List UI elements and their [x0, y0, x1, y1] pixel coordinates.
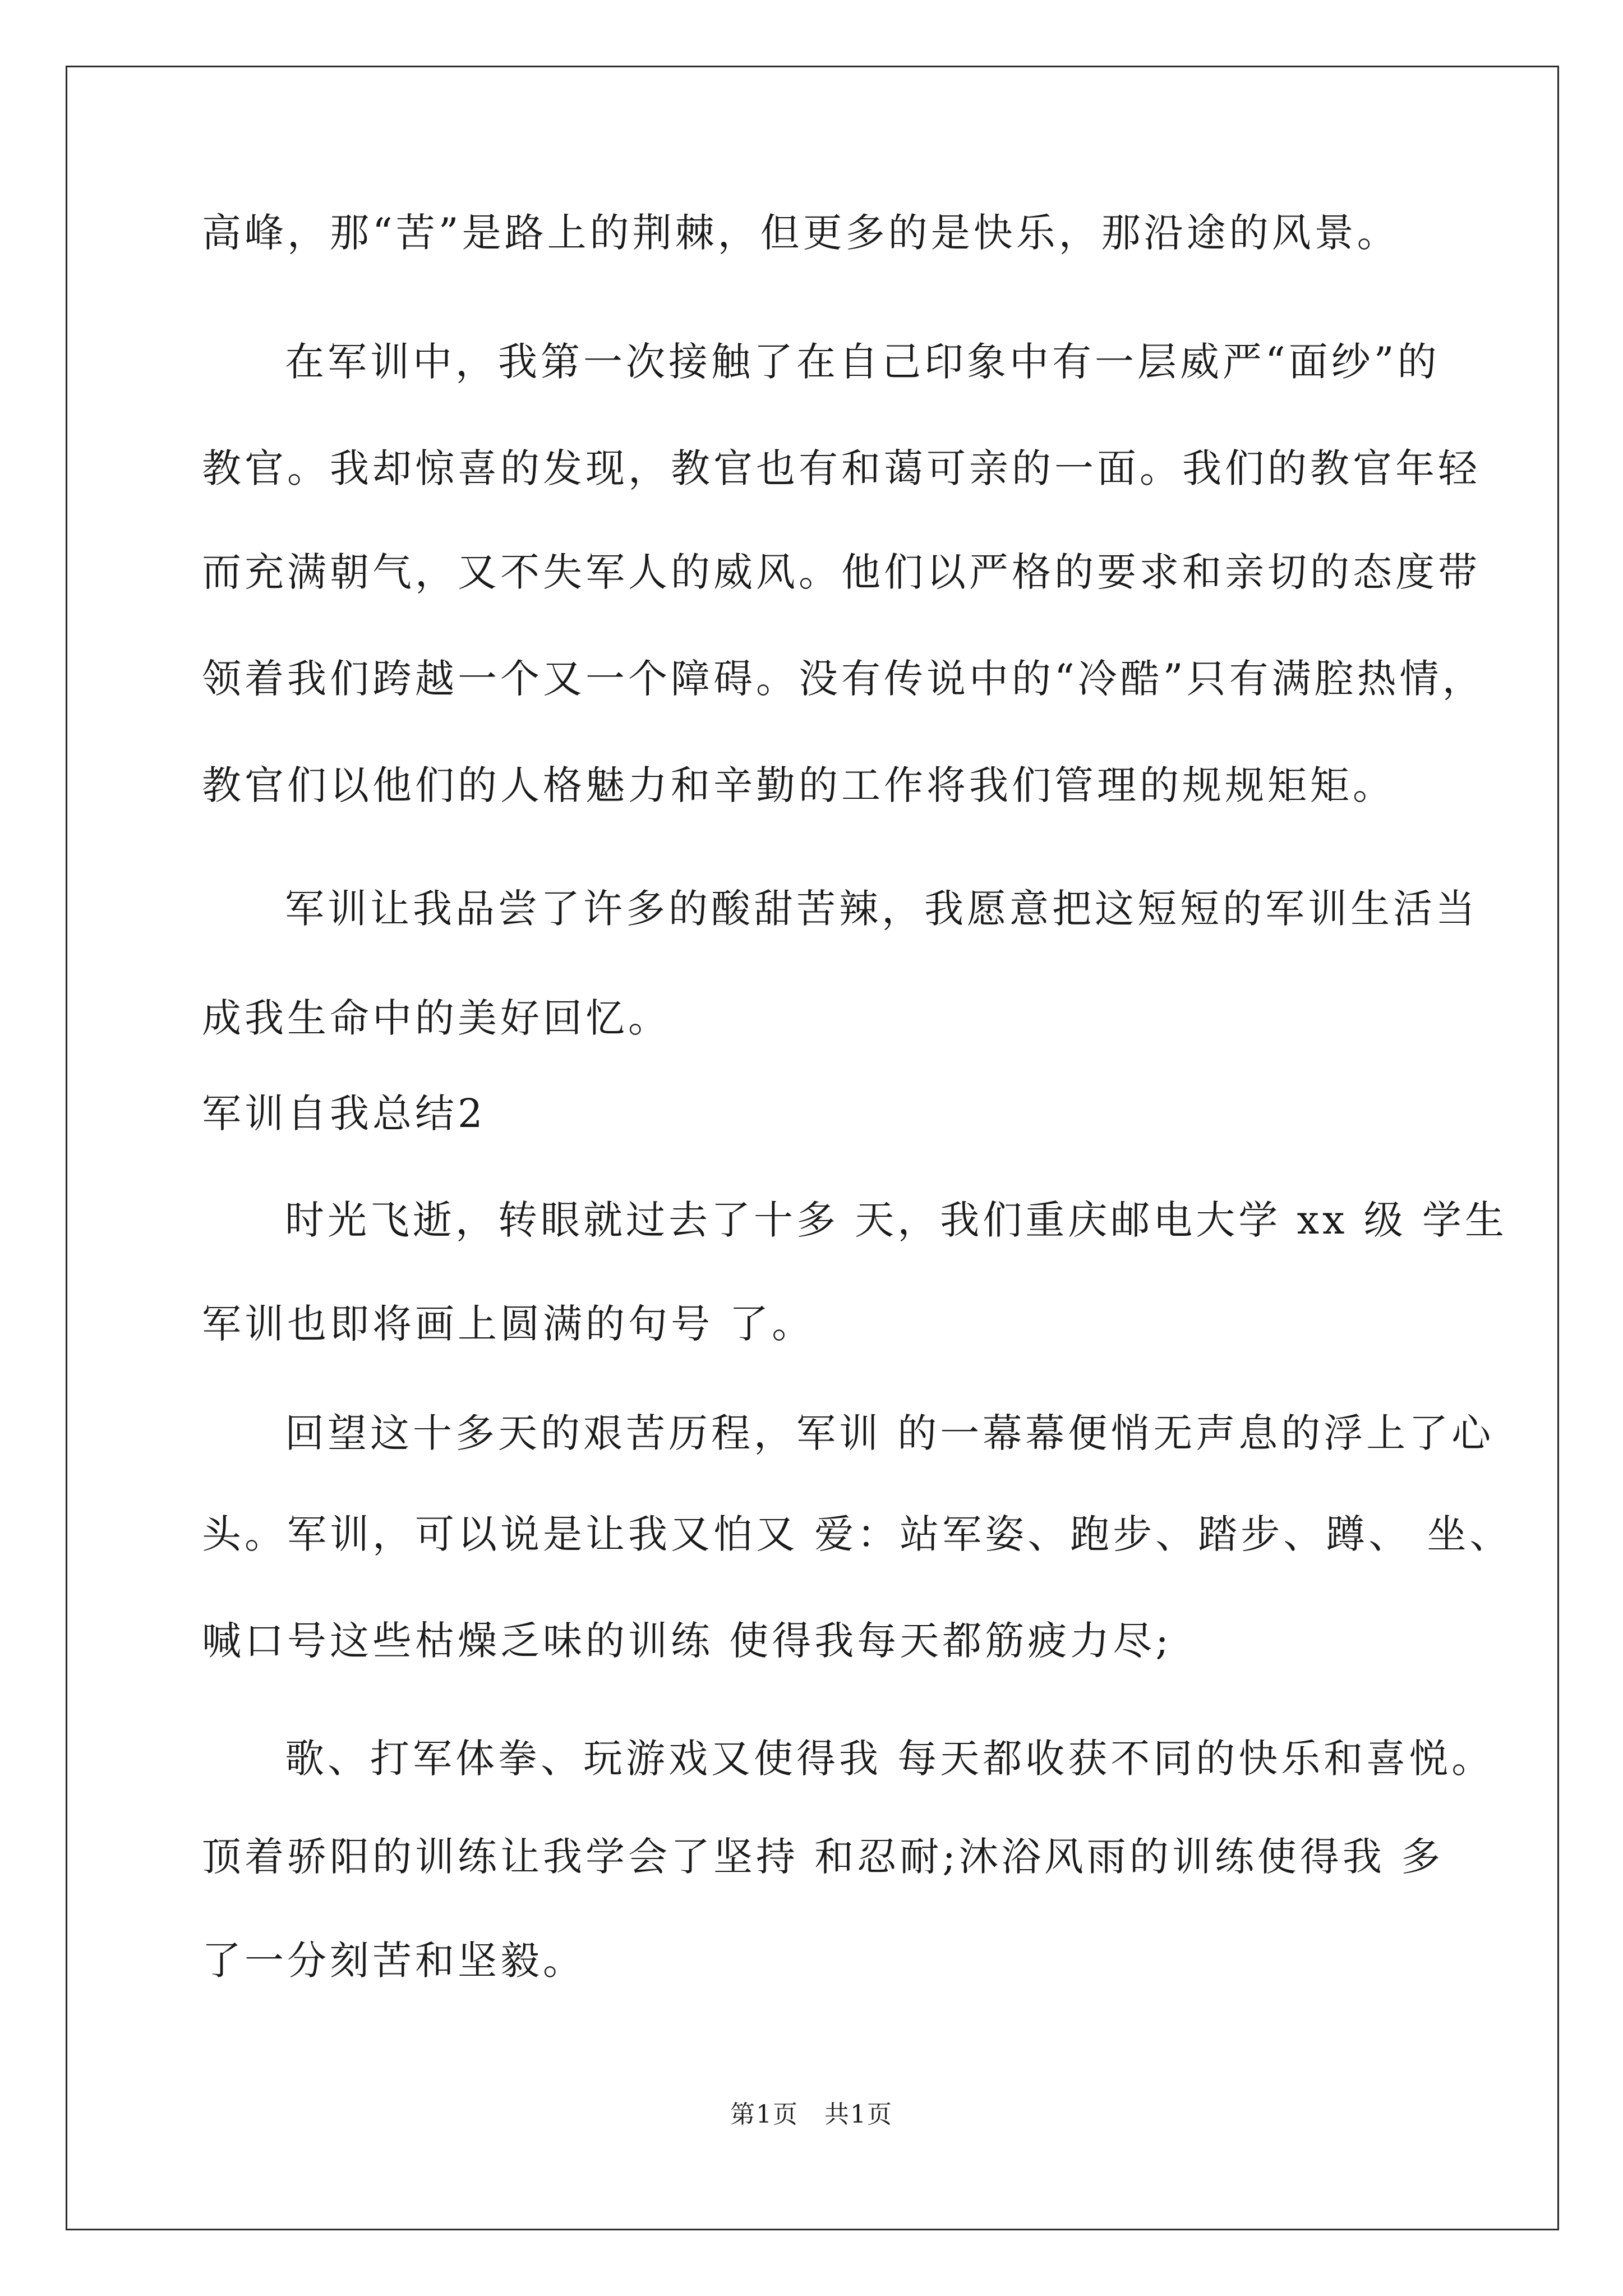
text-line: 了一分刻苦和坚毅。 [202, 1938, 585, 1984]
page-border [66, 66, 1559, 2230]
text-line: 领着我们跨越一个又一个障碍。没有传说中的“冷酷”只有满腔热情， [202, 656, 1485, 702]
paragraph-start: 时光飞逝，转眼就过去了十多 天，我们重庆邮电大学 xx 级 学生 [285, 1197, 1507, 1243]
paragraph-start: 军训让我品尝了许多的酸甜苦辣，我愿意把这短短的军训生活当 [285, 886, 1478, 932]
text-line: 高峰，那“苦”是路上的荆棘，但更多的是快乐，那沿途的风景。 [202, 210, 1400, 256]
text-line: 成我生命中的美好回忆。 [202, 995, 671, 1041]
paragraph-start: 回望这十多天的艰苦历程，军训 的一幕幕便悄无声息的浮上了心 [285, 1410, 1495, 1456]
text-line: 教官。我却惊喜的发现，教官也有和蔼可亲的一面。我们的教官年轻 [202, 445, 1481, 491]
section-heading: 军训自我总结2 [202, 1091, 486, 1137]
text-line: 教官们以他们的人格魅力和辛勤的工作将我们管理的规规矩矩。 [202, 762, 1395, 808]
text-line: 头。军训，可以说是让我又怕又 爱：站军姿、跑步、踏步、蹲、 坐、 [202, 1511, 1513, 1557]
paragraph-start: 歌、打军体拳、玩游戏又使得我 每天都收获不同的快乐和喜悦。 [285, 1736, 1495, 1782]
paragraph-start: 在军训中，我第一次接触了在自己印象中有一层威严“面纱”的 [285, 339, 1440, 385]
text-line: 军训也即将画上圆满的句号 了。 [202, 1301, 815, 1347]
text-line: 顶着骄阳的训练让我学会了坚持 和忍耐;沐浴风雨的训练使得我 多 [202, 1834, 1444, 1880]
text-line: 而充满朝气，又不失军人的威风。他们以严格的要求和亲切的态度带 [202, 549, 1481, 595]
text-line: 喊口号这些枯燥乏味的训练 使得我每天都筋疲力尽; [202, 1618, 1172, 1664]
page-number: 第1页 共1页 [730, 2100, 893, 2129]
